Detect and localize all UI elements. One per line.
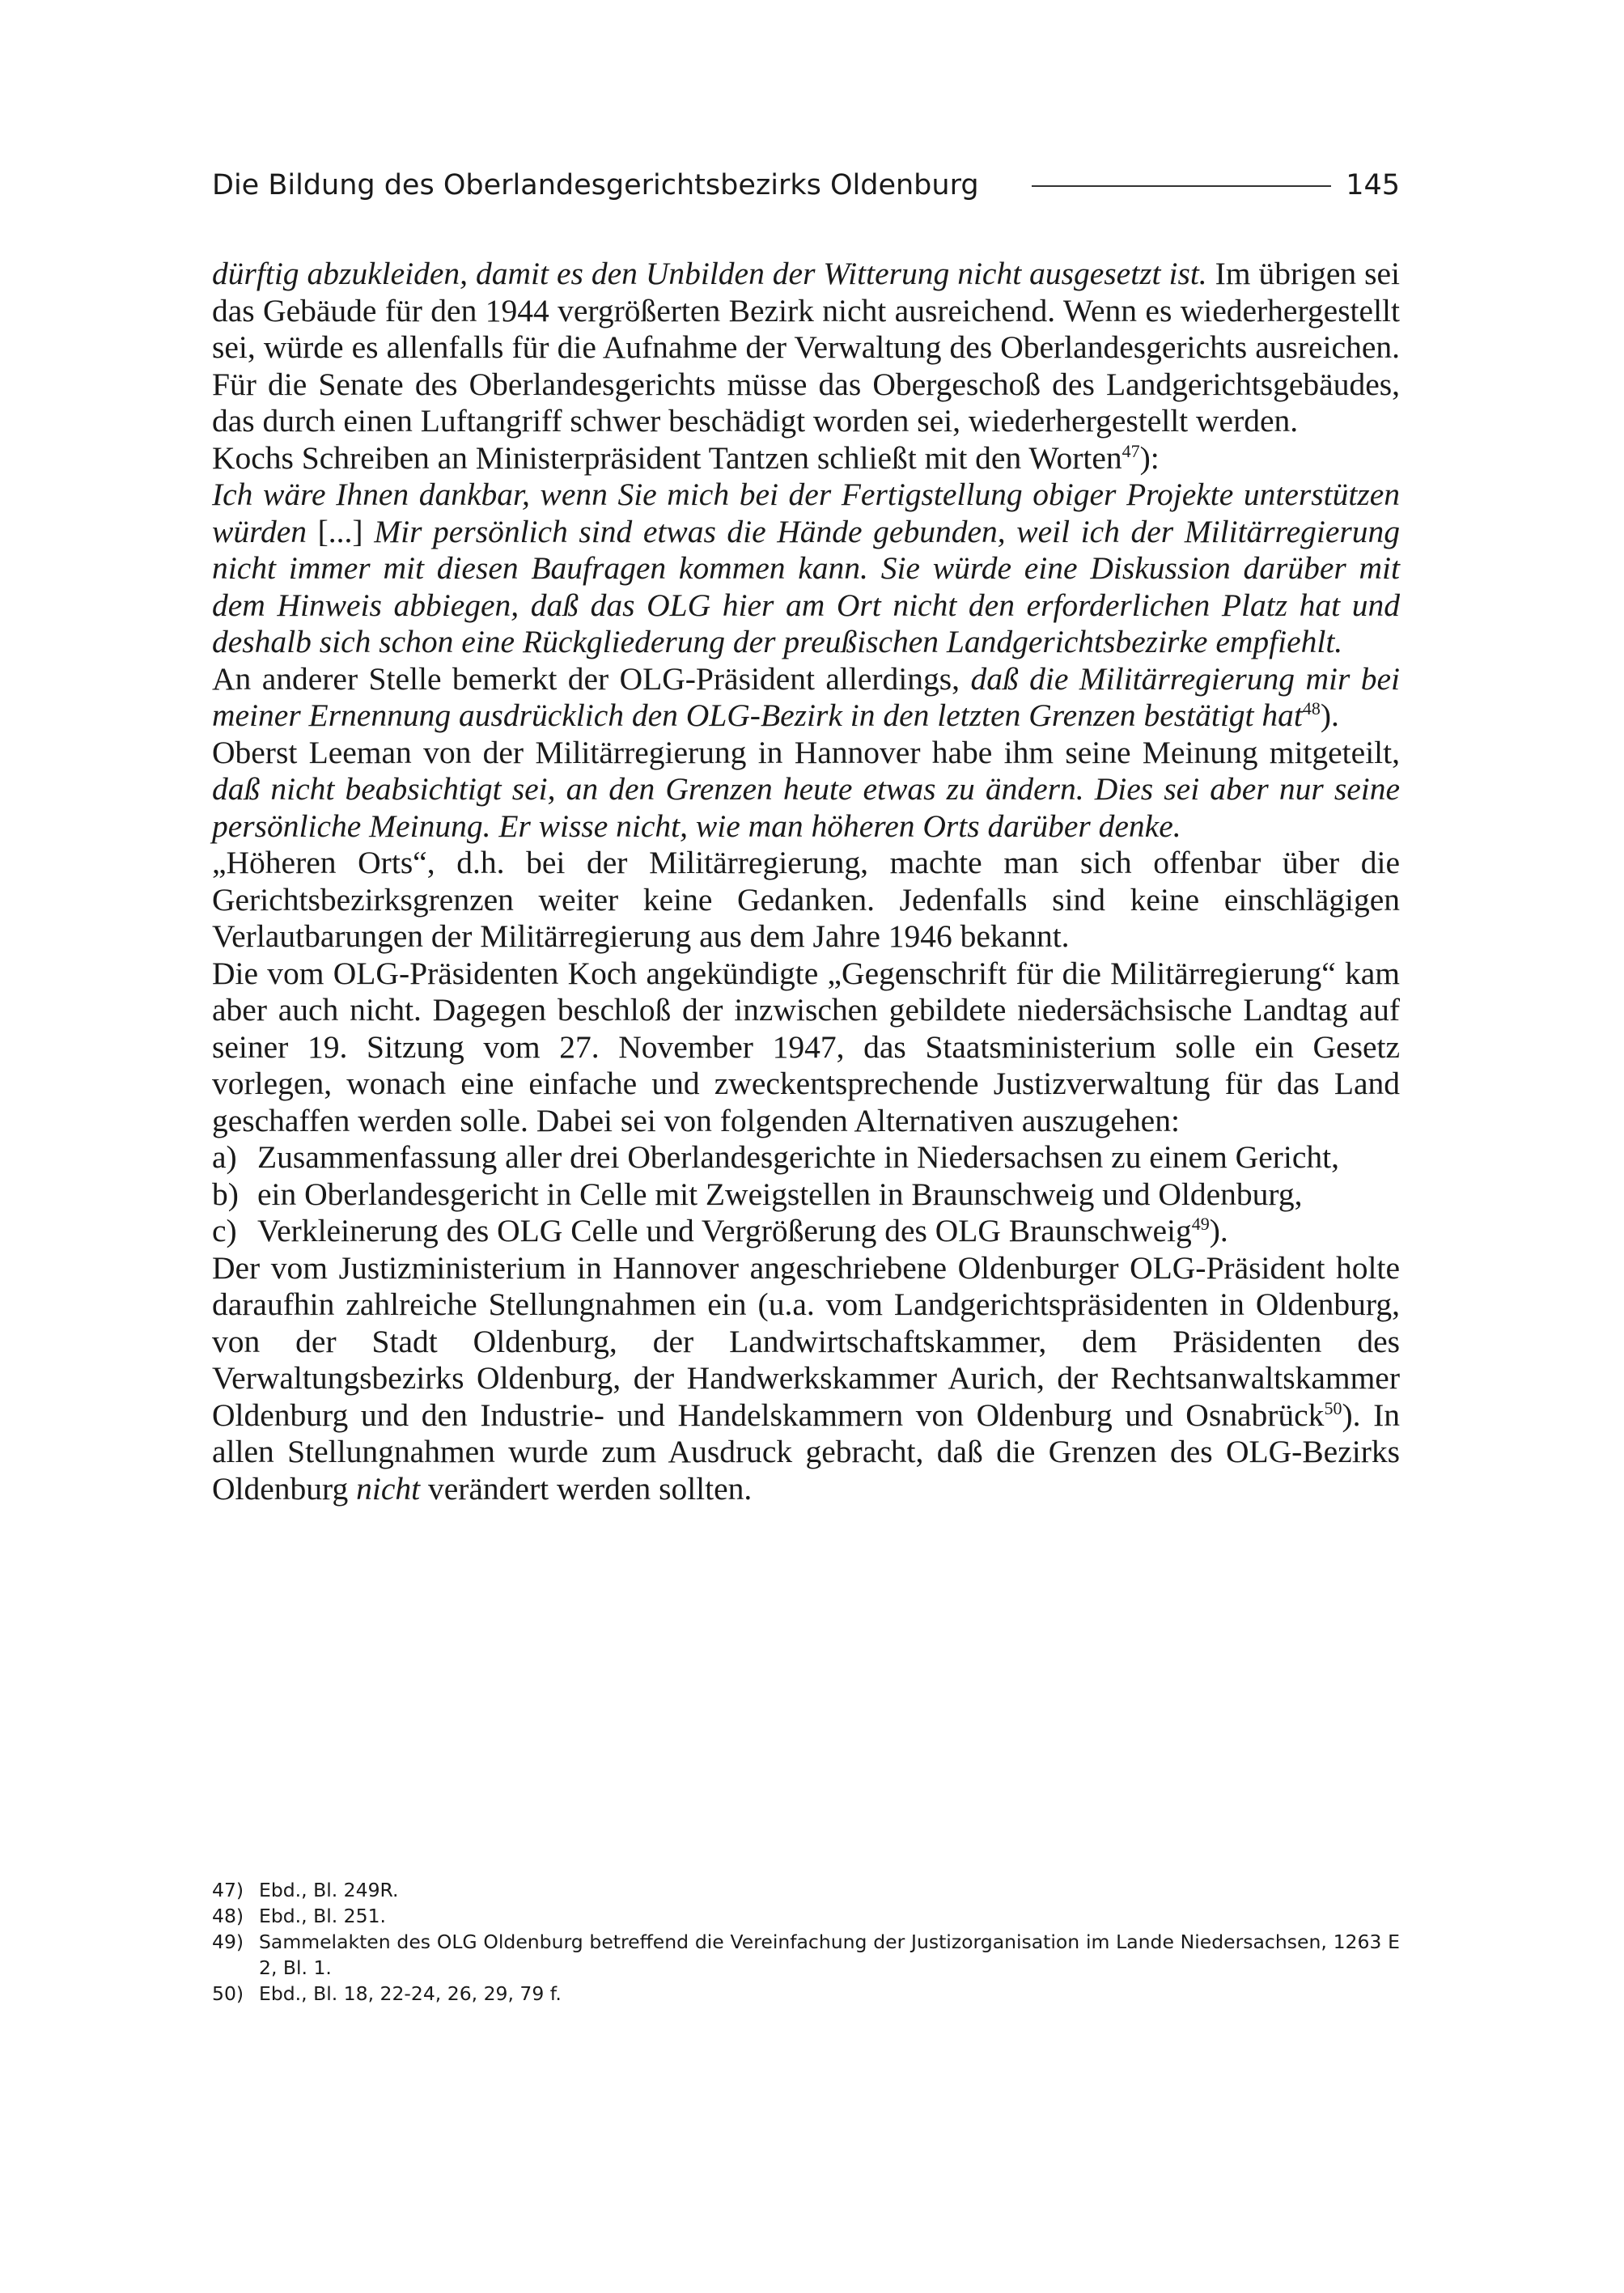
- paragraph: „Höheren Orts“, d.h. bei der Militärregierung, machte man sich offenbar über die Gerichtsbezirksgrenzen weiter keine Gedanken. Jedenfalls sind keine einschlägigen Verlautbarungen der Militärregierung aus dem Jahre 1946 bekannt.: [212, 845, 1400, 954]
- footnote: [212, 1929, 1400, 1981]
- footnotes: [212, 1877, 1400, 2007]
- text-run: ).: [1209, 1213, 1228, 1248]
- footnote-number: 50): [212, 1982, 244, 2005]
- list-item: [212, 1176, 1400, 1214]
- footnote-ref: 47: [1122, 440, 1140, 461]
- footnote-text: Ebd., Bl. 251.: [259, 1905, 387, 1927]
- page-number: 145: [1346, 169, 1400, 201]
- running-head: [212, 165, 1400, 206]
- italic-quote: Ich wäre Ihnen dankbar, wenn Sie mich bei der Fertigstellung obiger Projekte unterstützen würden: [212, 477, 1400, 549]
- footnote-text: Sammelakten des OLG Oldenburg betreffend die Vereinfachung der Justizorganisation im Lande Niedersachsen, 1263 E 2, Bl. 1.: [259, 1931, 1400, 1979]
- footnote-ref: 48: [1302, 697, 1321, 718]
- paragraph: [212, 477, 1400, 661]
- running-head-rule: [1032, 185, 1331, 187]
- list-item: [212, 1139, 1400, 1176]
- footnote: [212, 1903, 1400, 1929]
- text-run: ). In allen Stellungnahmen wurde zum Ausdruck gebracht, daß die Grenzen des OLG-Bezirks Oldenburg: [212, 1397, 1400, 1507]
- list-item-text: Verkleinerung des OLG Celle und Vergrößerung des OLG Braunschweig: [257, 1213, 1192, 1248]
- footnote-number: 47): [212, 1879, 244, 1901]
- running-head-title: Die Bildung des Oberlandesgerichtsbezirks Oldenburg: [212, 169, 979, 201]
- list-item-text: ein Oberlandesgericht in Celle mit Zweigstellen in Braunschweig und Oldenburg,: [257, 1176, 1303, 1212]
- italic-emphasis: nicht: [356, 1470, 421, 1507]
- footnote-text: Ebd., Bl. 249R.: [259, 1879, 399, 1901]
- text-run: ).: [1320, 697, 1339, 733]
- footnote-ref: 49: [1191, 1213, 1210, 1234]
- footnote-number: 49): [212, 1931, 244, 1953]
- text-run: An anderer Stelle bemerkt der OLG-Präsident allerdings,: [212, 660, 971, 697]
- list-marker: b): [212, 1176, 239, 1212]
- alternatives-list: [212, 1139, 1400, 1250]
- list-item-text: Zusammenfassung aller drei Oberlandesgerichte in Niedersachsen zu einem Gericht,: [257, 1139, 1339, 1175]
- text-run: Im übrigen sei das Gebäude für den 1944 vergrößerten Bezirk nicht ausreichend. Wenn es wiederhergestellt sei, würde es allenfalls für die Aufnahme der Verwaltung des Oberlandesgerichts ausreichen. Für die Senate des Oberlandesgerichts müsse das Obergeschoß des Landgerichtsgebäudes, das durch einen Luftangriff schwer beschädigt worden sei, wiederhergestellt werden.: [212, 256, 1401, 439]
- paragraph: [212, 256, 1400, 440]
- list-marker: a): [212, 1139, 237, 1175]
- italic-quote: daß nicht beabsichtigt sei, an den Grenzen heute etwas zu ändern. Dies sei aber nur seine persönliche Meinung. Er wisse nicht, wie man höheren Orts darüber denke.: [212, 771, 1400, 844]
- list-item: [212, 1213, 1400, 1250]
- footnote: [212, 1981, 1400, 2007]
- text-run: Oberst Leeman von der Militärregierung in Hannover habe ihm seine Meinung mitgeteilt,: [212, 734, 1400, 770]
- text-run: ):: [1139, 439, 1160, 476]
- paragraph: [212, 735, 1400, 846]
- footnote-number: 48): [212, 1905, 244, 1927]
- paragraph: [212, 661, 1400, 735]
- paragraph: [212, 440, 1400, 477]
- footnote-text: Ebd., Bl. 18, 22-24, 26, 29, 79 f.: [259, 1982, 562, 2005]
- italic-quote: Mir persönlich sind etwas die Hände gebunden, weil ich der Militärregierung nicht immer mit diesen Baufragen kommen kann. Sie würde eine Diskussion darüber mit dem Hinweis abbiegen, daß das OLG hier am Ort nicht den erforderlichen Platz hat und deshalb sich schon eine Rückgliederung der preußischen Landgerichtsbezirke empfiehlt.: [212, 513, 1400, 659]
- text-run: Kochs Schreiben an Ministerpräsident Tantzen schließt mit den Worten: [212, 439, 1122, 476]
- footnote: [212, 1877, 1400, 1903]
- main-text: [212, 256, 1400, 1507]
- text-run: verändert werden sollten.: [420, 1470, 753, 1507]
- footnote-ref: 50: [1324, 1397, 1342, 1418]
- text-run: [...]: [307, 513, 375, 549]
- text-run: Der vom Justizministerium in Hannover angeschriebene Oldenburger OLG-Präsident holte daraufhin zahlreiche Stellungnahmen ein (u.a. vom Landgerichtspräsidenten in Oldenburg, von der Stadt Oldenburg, der Landwirtschaftskammer, dem Präsidenten des Verwaltungsbezirks Oldenburg, der Handwerkskammer Aurich, der Rechtsanwaltskammer Oldenburg und den Industrie- und Handelskammern von Oldenburg und Osnabrück: [212, 1249, 1400, 1433]
- list-marker: c): [212, 1213, 237, 1248]
- paragraph: [212, 1250, 1400, 1508]
- italic-quote: dürftig abzukleiden, damit es den Unbilden der Witterung nicht ausgesetzt ist.: [212, 256, 1207, 291]
- italic-quote: daß die Militärregierung mir bei meiner Ernennung ausdrücklich den OLG-Bezirk in den letzten Grenzen bestätigt hat: [212, 660, 1401, 733]
- paragraph: Die vom OLG-Präsidenten Koch angekündigte „Gegenschrift für die Militärregierung“ kam aber auch nicht. Dagegen beschloß der inzwischen gebildete niedersächsische Landtag auf seiner 19. Sitzung vom 27. November 1947, das Staatsministerium solle ein Gesetz vorlegen, wonach eine einfache und zweckentsprechende Justizverwaltung für das Land geschaffen werden solle. Dabei sei von folgenden Alternativen auszugehen:: [212, 955, 1400, 1138]
